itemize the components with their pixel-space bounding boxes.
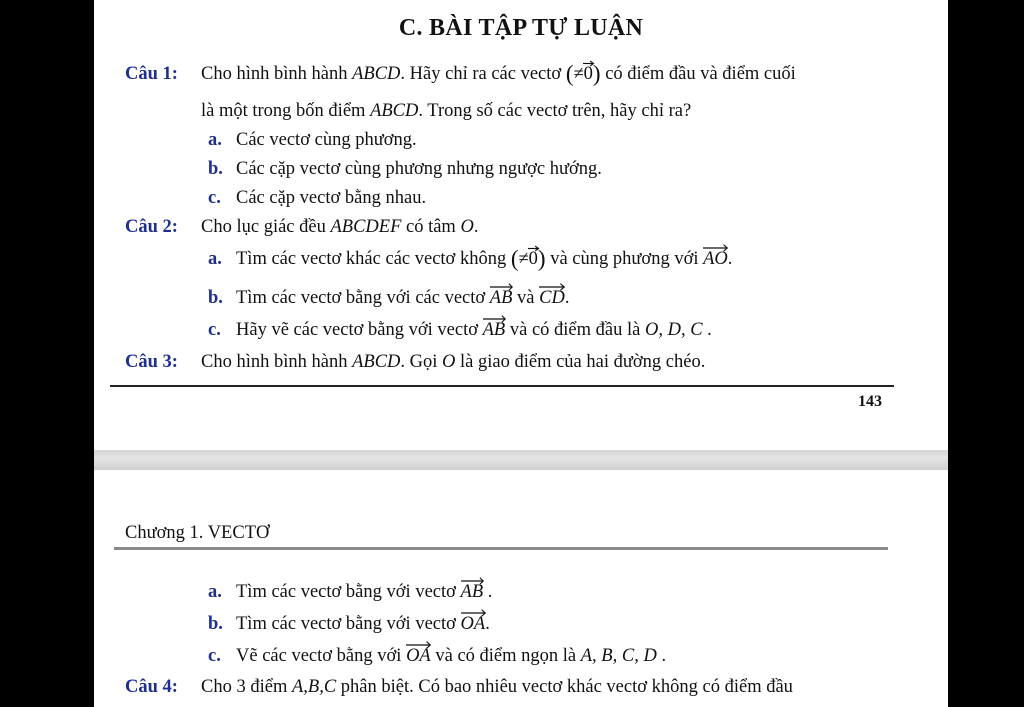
q1-sub-b-label: b. (208, 159, 223, 179)
q2a-text-part: . (727, 249, 733, 269)
q2-math-o: O (460, 217, 474, 237)
vector-arrow-icon (461, 577, 484, 585)
q3-text-part: . Gọi (400, 352, 443, 372)
vector-label: AB (482, 320, 506, 340)
vector-arrow-icon (490, 283, 513, 291)
page-gap (94, 450, 948, 470)
question-2-label: Câu 2: (125, 217, 178, 237)
paren-close: ) (592, 61, 601, 86)
paren-open: ( (565, 61, 574, 86)
vector-arrow-icon (703, 244, 728, 252)
q1-sub-b-text: Các cặp vectơ cùng phương nhưng ngược hướng. (236, 159, 602, 179)
vector-ab (490, 286, 513, 310)
vector-oa (461, 612, 486, 636)
q3-math-o: O (442, 352, 456, 372)
vector-label: AB (489, 288, 513, 308)
q2-text-part: . (473, 217, 479, 237)
q1-text-part: là một trong bốn điểm (201, 101, 371, 121)
q4-text-part: phân biệt. Có bao nhiêu vectơ khác vectơ không có điểm đầu (336, 677, 793, 697)
chapter-header: Chương 1. VECTƠ (125, 523, 270, 543)
q2b-text-part: . (564, 288, 570, 308)
p2a-text-part: Tìm các vectơ bằng với vectơ (236, 582, 461, 602)
p2b-text-part: . (485, 614, 490, 634)
neq-symbol: ≠ (518, 249, 529, 269)
q2c-math-points: O, D, C (644, 320, 703, 340)
q3-math-abcd: ABCD (352, 352, 401, 372)
q1-math-abcd: ABCD (352, 64, 401, 84)
q1-text-part: có điểm đầu và điểm cuối (600, 64, 796, 84)
vector-label: OA (406, 646, 431, 666)
section-title: C. BÀI TẬP TỰ LUẬN (398, 15, 644, 41)
vector-arrow-icon (539, 283, 565, 291)
q2c-text-part: . (702, 320, 712, 340)
q2-math-abcdef: ABCDEF (330, 217, 402, 237)
zero-vector (584, 62, 593, 86)
question-1-line-2 (201, 99, 691, 123)
q1-text-part: . Trong số các vectơ trên, hãy chỉ ra? (418, 101, 692, 121)
p2-sub-b-text (236, 612, 490, 636)
q1-sub-c-label: c. (208, 188, 221, 208)
vector-label: AB (460, 582, 484, 602)
p2c-math-points: A, B, C, D (580, 646, 657, 666)
vector-label: CD (539, 288, 565, 308)
p2-sub-a-text (236, 580, 492, 604)
p2c-text-part: và có điểm ngọn là (430, 646, 581, 666)
vector-ab (461, 580, 484, 604)
q2b-text-part: và (512, 288, 540, 308)
zero-digit: 0 (583, 64, 593, 84)
q1-sub-a-text: Các vectơ cùng phương. (236, 130, 417, 150)
document-page-143 (94, 0, 948, 450)
q1-sub-c-text: Các cặp vectơ bằng nhau. (236, 188, 427, 208)
q3-text-part: Cho hình bình hành (201, 352, 353, 372)
q2-sub-b-label: b. (208, 288, 223, 308)
paren-open: ( (510, 246, 519, 271)
vector-ab (483, 318, 506, 342)
question-3-label: Câu 3: (125, 352, 178, 372)
p2c-text-part: Vẽ các vectơ bằng với (236, 646, 407, 666)
question-1-line-1 (201, 62, 796, 86)
vector-ao (703, 247, 728, 271)
p2-sub-b-label: b. (208, 614, 223, 634)
vector-oa (406, 644, 431, 668)
footer-rule (110, 385, 894, 387)
vector-arrow-icon (528, 245, 539, 252)
q4-text-part: Cho 3 điểm (201, 677, 292, 697)
q2-sub-b-text (236, 286, 569, 310)
q2-text-part: có tâm (401, 217, 461, 237)
vector-cd (539, 286, 565, 310)
page-number: 143 (858, 393, 882, 410)
q2-sub-c-label: c. (208, 320, 221, 340)
q4-math-abc: A,B,C (291, 677, 337, 697)
document-page-next (94, 470, 948, 707)
q1-math-abcd: ABCD (370, 101, 419, 121)
q2-sub-c-text (236, 318, 712, 342)
q2-sub-a-text (236, 247, 732, 271)
p2b-text-part: Tìm các vectơ bằng với vectơ (236, 614, 461, 634)
q2a-text-part: và cùng phương với (545, 249, 704, 269)
q2c-text-part: Hãy vẽ các vectơ bằng với vectơ (236, 320, 483, 340)
vector-arrow-icon (461, 609, 486, 617)
p2c-text-part: . (656, 646, 667, 666)
p2a-text-part: . (483, 582, 493, 602)
neq-symbol: ≠ (573, 64, 584, 84)
paren-close: ) (537, 246, 546, 271)
question-4-label: Câu 4: (125, 677, 178, 697)
q1-text-part: . Hãy chỉ ra các vectơ (400, 64, 566, 84)
vector-arrow-icon (406, 641, 431, 649)
vector-arrow-icon (583, 60, 594, 67)
p2-sub-a-label: a. (208, 582, 222, 602)
vector-arrow-icon (483, 315, 506, 323)
vector-label: AO (703, 249, 728, 269)
q2-sub-a-label: a. (208, 249, 222, 269)
question-2-text (201, 215, 478, 239)
q2a-text-part: Tìm các vectơ khác các vectơ không (236, 249, 511, 269)
question-3-text (201, 350, 705, 374)
vector-label: OA (460, 614, 486, 634)
question-4-text (201, 675, 793, 699)
p2-sub-c-label: c. (208, 646, 221, 666)
q3-text-part: là giao điểm của hai đường chéo. (455, 352, 706, 372)
zero-vector (529, 247, 538, 271)
q1-text-part: Cho hình bình hành (201, 64, 353, 84)
q1-sub-a-label: a. (208, 130, 222, 150)
zero-digit: 0 (528, 249, 538, 269)
q2b-text-part: Tìm các vectơ bằng với các vectơ (236, 288, 490, 308)
q2c-text-part: và có điểm đầu là (505, 320, 645, 340)
question-1-label: Câu 1: (125, 64, 178, 84)
q2-text-part: Cho lục giác đều (201, 217, 331, 237)
p2-sub-c-text (236, 644, 666, 668)
header-rule (114, 547, 888, 550)
